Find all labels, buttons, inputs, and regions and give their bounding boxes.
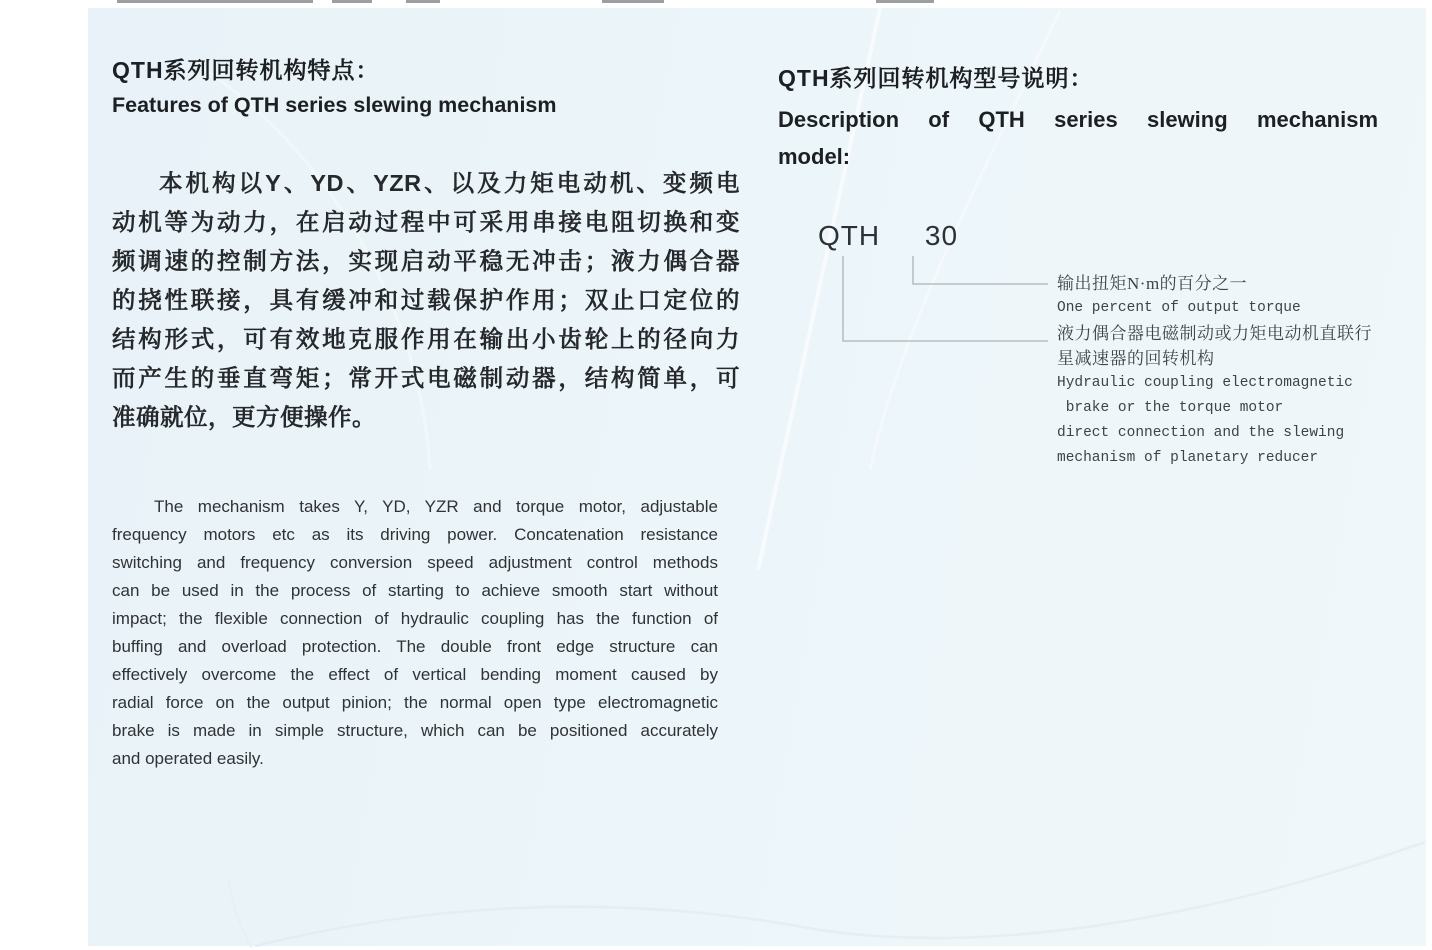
text-line: Hydraulic coupling electromagnetic — [1057, 375, 1353, 391]
text-line: brake or the torque motor — [1057, 400, 1284, 416]
scan-artifact — [406, 0, 440, 3]
text-line: 星减速器的回转机构 — [1057, 349, 1215, 368]
text-line: 的挠性联接，具有缓冲和过载保护作用；双止口定位的 — [112, 287, 740, 313]
scan-artifact — [117, 0, 313, 3]
text-line: brake is made in simple structure, which can be positioned accurately — [112, 721, 718, 740]
text-line: 液力偶合器电磁制动或力矩电动机直联行 — [1057, 324, 1372, 343]
text-line: 结构形式，可有效地克服作用在输出小齿轮上的径向力 — [112, 326, 740, 352]
coupling-annotation-english — [1057, 371, 1427, 471]
text-line: and operated easily. — [112, 749, 264, 768]
text-line: 动机等为动力，在启动过程中可采用串接电阻切换和变 — [112, 209, 740, 235]
torque-annotation-chinese: 输出扭矩N·m的百分之一 — [1057, 274, 1248, 293]
text-line: 准确就位，更方便操作。 — [112, 404, 376, 430]
text-line: buffing and overload protection. The double front edge structure can — [112, 637, 718, 656]
text-line: mechanism of planetary reducer — [1057, 450, 1319, 466]
features-paragraph-english — [112, 493, 718, 773]
text-line: Description of QTH series slewing mechanism — [778, 107, 1378, 132]
model-code-prefix: QTH — [818, 220, 881, 251]
model-description-title-chinese: QTH系列回转机构型号说明： — [778, 65, 1094, 91]
model-code-number: 30 — [924, 220, 959, 251]
coupling-annotation-chinese — [1057, 321, 1427, 371]
model-annotations — [1057, 271, 1427, 471]
text-line: 本机构以Y、YD、YZR、以及力矩电动机、变频电 — [159, 170, 740, 196]
text-line: radial force on the output pinion; the normal open type electromagnetic — [112, 693, 718, 712]
model-description-title-english — [778, 101, 1378, 175]
scan-artifact — [876, 0, 934, 3]
features-title-english: Features of QTH series slewing mechanism — [112, 93, 557, 117]
text-line: The mechanism takes Y, YD, YZR and torque motor, adjustable — [154, 497, 718, 516]
text-line: switching and frequency conversion speed adjustment control methods — [112, 553, 718, 572]
features-title-chinese: QTH系列回转机构特点： — [112, 57, 380, 83]
text-line: effectively overcome the effect of vertical bending moment caused by — [112, 665, 718, 684]
text-line: model: — [778, 144, 851, 169]
text-line: frequency motors etc as its driving power. Concatenation resistance — [112, 525, 718, 544]
scan-artifact — [602, 0, 664, 3]
text-line: 频调速的控制方法，实现启动平稳无冲击；液力偶合器 — [112, 248, 740, 274]
scan-artifact — [332, 0, 372, 3]
text-line: 而产生的垂直弯矩；常开式电磁制动器，结构简单，可 — [112, 365, 740, 391]
features-paragraph-chinese — [112, 164, 740, 437]
torque-annotation-english: One percent of output torque — [1057, 300, 1301, 316]
text-line: can be used in the process of starting to achieve smooth start without — [112, 581, 718, 600]
text-line: impact; the flexible connection of hydraulic coupling has the function of — [112, 609, 718, 628]
text-line: direct connection and the slewing — [1057, 425, 1345, 441]
